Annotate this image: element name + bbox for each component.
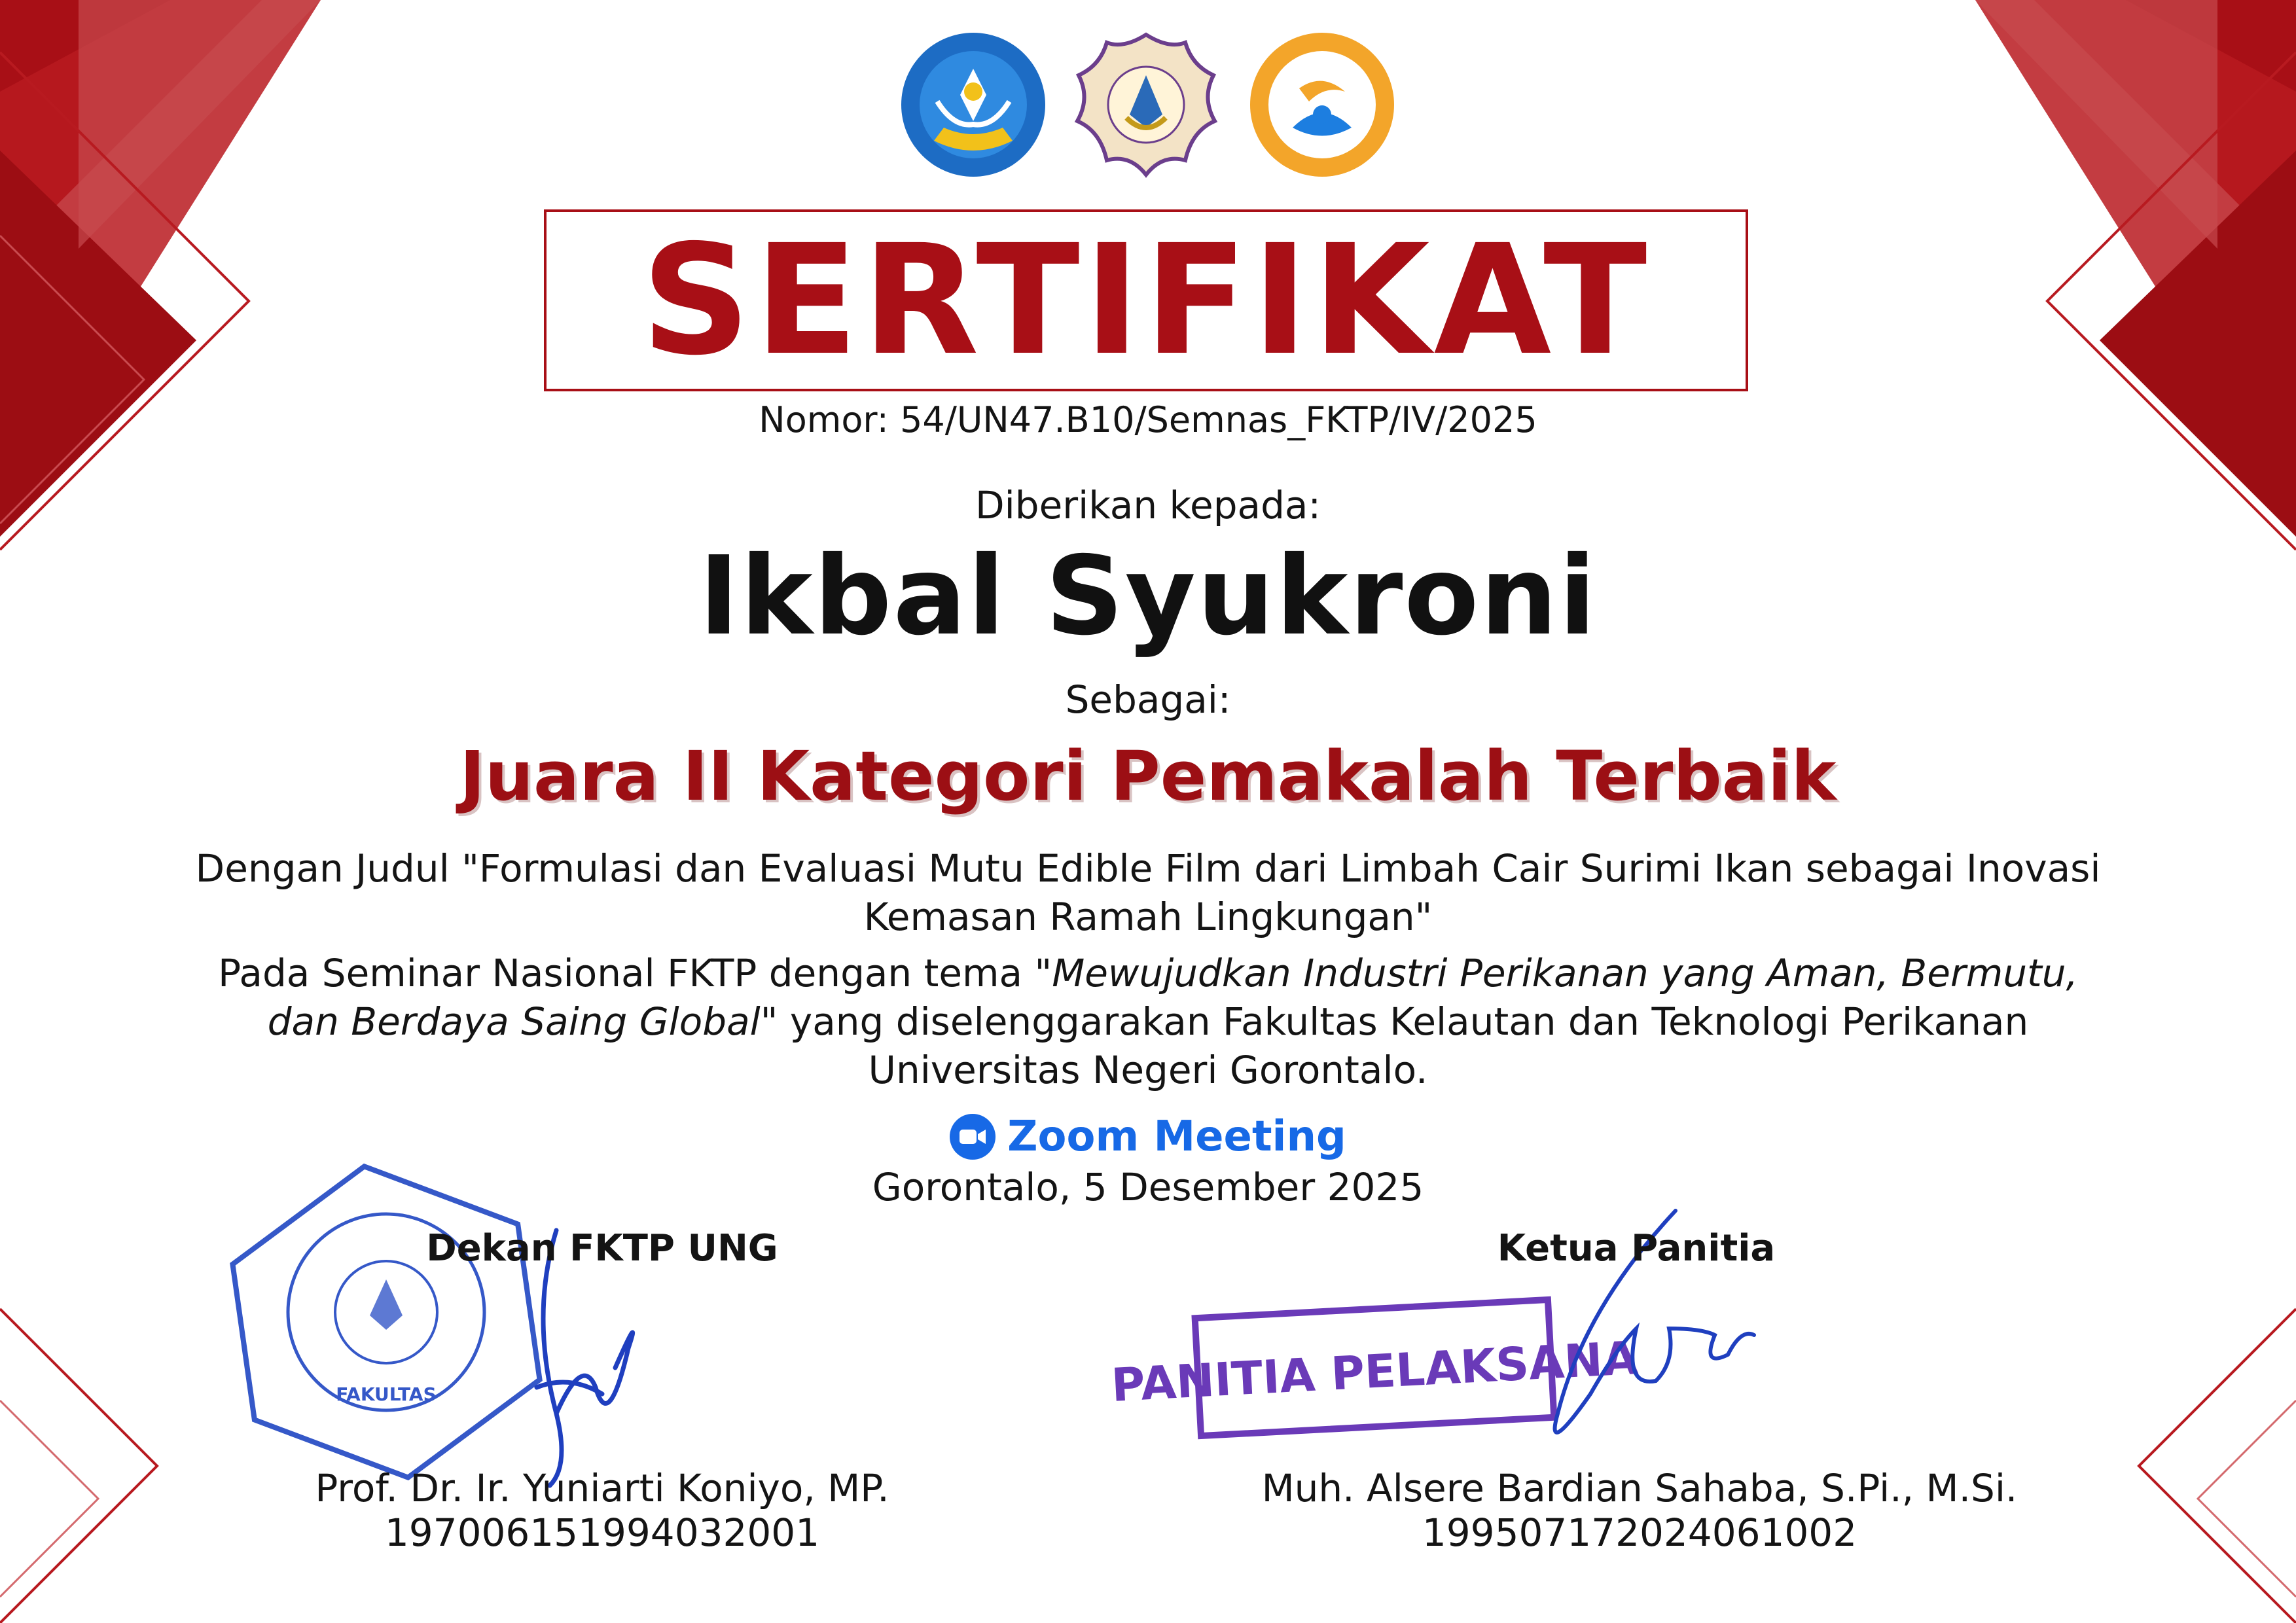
certificate-title: SERTIFIKAT: [641, 212, 1651, 389]
event-theme-line2: dan Berdaya Saing Global": [267, 999, 778, 1044]
certificate-number: Nomor: 54/UN47.B10/Semnas_FKTP/IV/2025: [759, 399, 1537, 440]
event-theme-prefix: dengan tema: [757, 951, 1035, 995]
event-paragraph: [0, 949, 2296, 1094]
right-signatory-name: Muh. Alsere Bardian Sahaba, S.Pi., M.Si.: [1261, 1466, 2018, 1510]
event-prefix: Pada: [218, 951, 322, 995]
diktisaintek-berdampak-logo: [1247, 29, 1397, 183]
committee-stamp-text: PANITIA PELAKSANA: [1109, 1330, 1640, 1413]
stamp-fakultas-text: FAKULTAS: [336, 1383, 437, 1405]
platform-label: [0, 1113, 2296, 1161]
tut-wuri-handayani-logo: [898, 29, 1049, 183]
committee-stamp: [1109, 1296, 1640, 1442]
zoom-camera-icon: [950, 1114, 996, 1160]
recipient-name: Ikbal Syukroni: [698, 533, 1598, 660]
event-organizer-line2: yang diselenggarakan Fakultas Kelautan dan Teknologi Perikanan: [778, 999, 2029, 1044]
left-signatory-title: Dekan FKTP UNG: [426, 1227, 778, 1270]
given-to-label: Diberikan kepada:: [975, 483, 1321, 527]
right-signatory-nip: 199507172024061002: [1422, 1510, 1857, 1555]
place-date: Gorontalo, 5 Desember 2025: [872, 1165, 1424, 1209]
ung-logo: [1071, 29, 1221, 183]
paper-title-line1: "Formulasi dan Evaluasi Mutu Edible Film dari Limbah Cair Surimi Ikan sebagai Inovasi: [461, 846, 2101, 891]
event-organizer-line3: Universitas Negeri Gorontalo.: [868, 1048, 1428, 1092]
certificate-title-frame: [544, 209, 1748, 391]
right-signatory-title: Ketua Panitia: [1497, 1227, 1776, 1270]
left-signatory-nip: 197006151994032001: [384, 1510, 820, 1555]
left-signatory-name: Prof. Dr. Ir. Yuniarti Koniyo, MP.: [315, 1466, 889, 1510]
paper-title-paragraph: [0, 844, 2296, 941]
paper-title-line2: Kemasan Ramah Lingkungan": [863, 895, 1433, 939]
paper-prefix: Dengan Judul: [195, 846, 462, 891]
as-label: Sebagai:: [1065, 677, 1231, 722]
platform-text: Zoom Meeting: [1007, 1113, 1346, 1161]
event-theme-line1: "Mewujudkan Industri Perikanan yang Aman, Bermutu,: [1034, 951, 2078, 995]
event-name: Seminar Nasional FKTP: [321, 951, 757, 995]
award-title: Juara II Kategori Pemakalah Terbaik: [459, 736, 1837, 816]
